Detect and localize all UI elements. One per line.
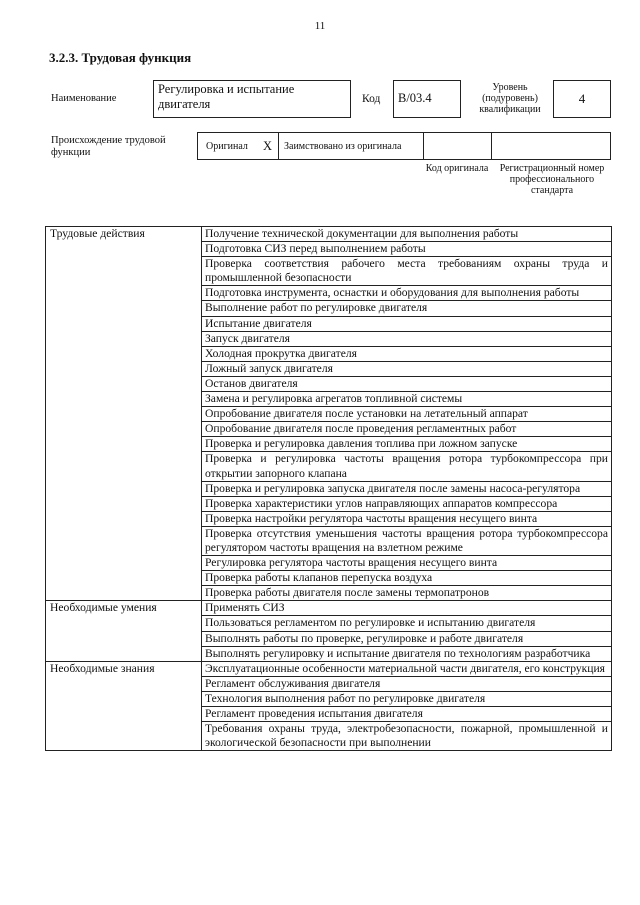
table-row-item: Выполнять регулировку и испытание двигателя по технологиям разработчика <box>205 646 591 660</box>
table-row-item: Замена и регулировка агрегатов топливной системы <box>202 392 611 407</box>
table-row-item: Получение технической документации для выполнения работы <box>202 227 611 242</box>
code-original-caption: Код оригинала <box>425 163 489 174</box>
table-row-item: Регламент проведения испытания двигателя <box>202 707 611 722</box>
table-row-item: Проверка и регулировка запуска двигателя после замены насоса-регулятора <box>202 482 611 497</box>
table-row-item: Применять СИЗ <box>202 601 611 616</box>
table-row-item: Подготовка СИЗ перед выполнением работы <box>202 242 611 257</box>
table-row-item: Регламент обслуживания двигателя <box>202 677 611 692</box>
code-field: В/03.4 <box>393 80 461 118</box>
section-title-cell: Необходимые знания <box>46 661 202 751</box>
section-row <box>46 227 612 601</box>
table-row-item: Опробование двигателя после проведения регламентных работ <box>202 422 611 437</box>
section-title-cell: Трудовые действия <box>46 227 202 601</box>
table-row-item: Проверка характеристики углов направляющих аппаратов компрессора <box>202 497 611 512</box>
table-row-item: Холодная прокрутка двигателя <box>202 347 611 362</box>
origin-box <box>197 132 611 160</box>
table-row-item: Останов двигателя <box>202 377 611 392</box>
section-items <box>202 601 612 661</box>
page-number: 11 <box>314 20 326 32</box>
table-row-item: Проверка работы двигателя после замены термопатронов <box>205 586 490 600</box>
section-row <box>46 661 612 751</box>
original-mark: X <box>263 139 273 153</box>
reg-number-cell <box>491 133 610 159</box>
qualification-level-label: Уровень (подуровень) квалификации <box>479 82 541 115</box>
table-row-item: Запуск двигателя <box>202 332 611 347</box>
table-row-item: Проверка соответствия рабочего места требованиям охраны труда и промышленной безопасности <box>202 257 611 286</box>
code-original-cell <box>423 133 492 159</box>
table-row-item: Ложный запуск двигателя <box>202 362 611 377</box>
table-row-item: Опробование двигателя после установки на летательный аппарат <box>202 407 611 422</box>
table-row-item: Технология выполнения работ по регулировке двигателя <box>202 692 611 707</box>
table-row-item: Требования охраны труда, электробезопасности, пожарной, промышленной и экологической безопасности при выполнении <box>205 722 608 750</box>
original-cell <box>198 133 279 159</box>
labor-function-table <box>45 226 612 751</box>
table-row-item: Пользоваться регламентом по регулировке и испытанию двигателя <box>202 616 611 631</box>
table-row-item: Подготовка инструмента, оснастки и оборудования для выполнения работы <box>202 286 611 301</box>
borrowed-label: Заимствовано из оригинала <box>284 141 402 152</box>
table-row-item: Проверка и регулировка частоты вращения ротора турбокомпрессора при открытии запорного клапана <box>202 452 611 481</box>
origin-label: Происхождение трудовой функции <box>51 135 166 158</box>
table-row-item: Проверка отсутствия уменьшения частоты вращения ротора турбокомпрессора регулятором частоты вращения на взлетном режиме <box>202 527 611 556</box>
table-row-item: Выполнять работы по проверке, регулировке и работе двигателя <box>202 632 611 647</box>
name-label: Наименование <box>51 93 117 104</box>
table-row-item: Проверка настройки регулятора частоты вращения несущего винта <box>202 512 611 527</box>
section-title-cell: Необходимые умения <box>46 601 202 661</box>
table-row-item: Испытание двигателя <box>202 317 611 332</box>
function-name-field: Регулировка и испытание двигателя <box>153 80 351 118</box>
table-row-item: Выполнение работ по регулировке двигателя <box>202 301 611 316</box>
section-items <box>202 661 612 751</box>
table-row-item: Эксплуатационные особенности материальной части двигателя, его конструкция <box>202 662 611 677</box>
section-items <box>202 227 612 601</box>
borrowed-cell <box>278 133 424 159</box>
reg-number-caption: Регистрационный номер профессионального стандарта <box>499 163 605 196</box>
qualification-level-field: 4 <box>553 80 611 118</box>
code-label: Код <box>362 93 381 105</box>
table-row-item: Проверка и регулировка давления топлива при ложном запуске <box>202 437 611 452</box>
section-row <box>46 601 612 661</box>
section-title: 3.2.3. Трудовая функция <box>49 50 192 65</box>
table-row-item: Регулировка регулятора частоты вращения несущего винта <box>202 556 611 571</box>
original-label: Оригинал <box>206 141 248 152</box>
table-row-item: Проверка работы клапанов перепуска воздуха <box>202 571 611 586</box>
